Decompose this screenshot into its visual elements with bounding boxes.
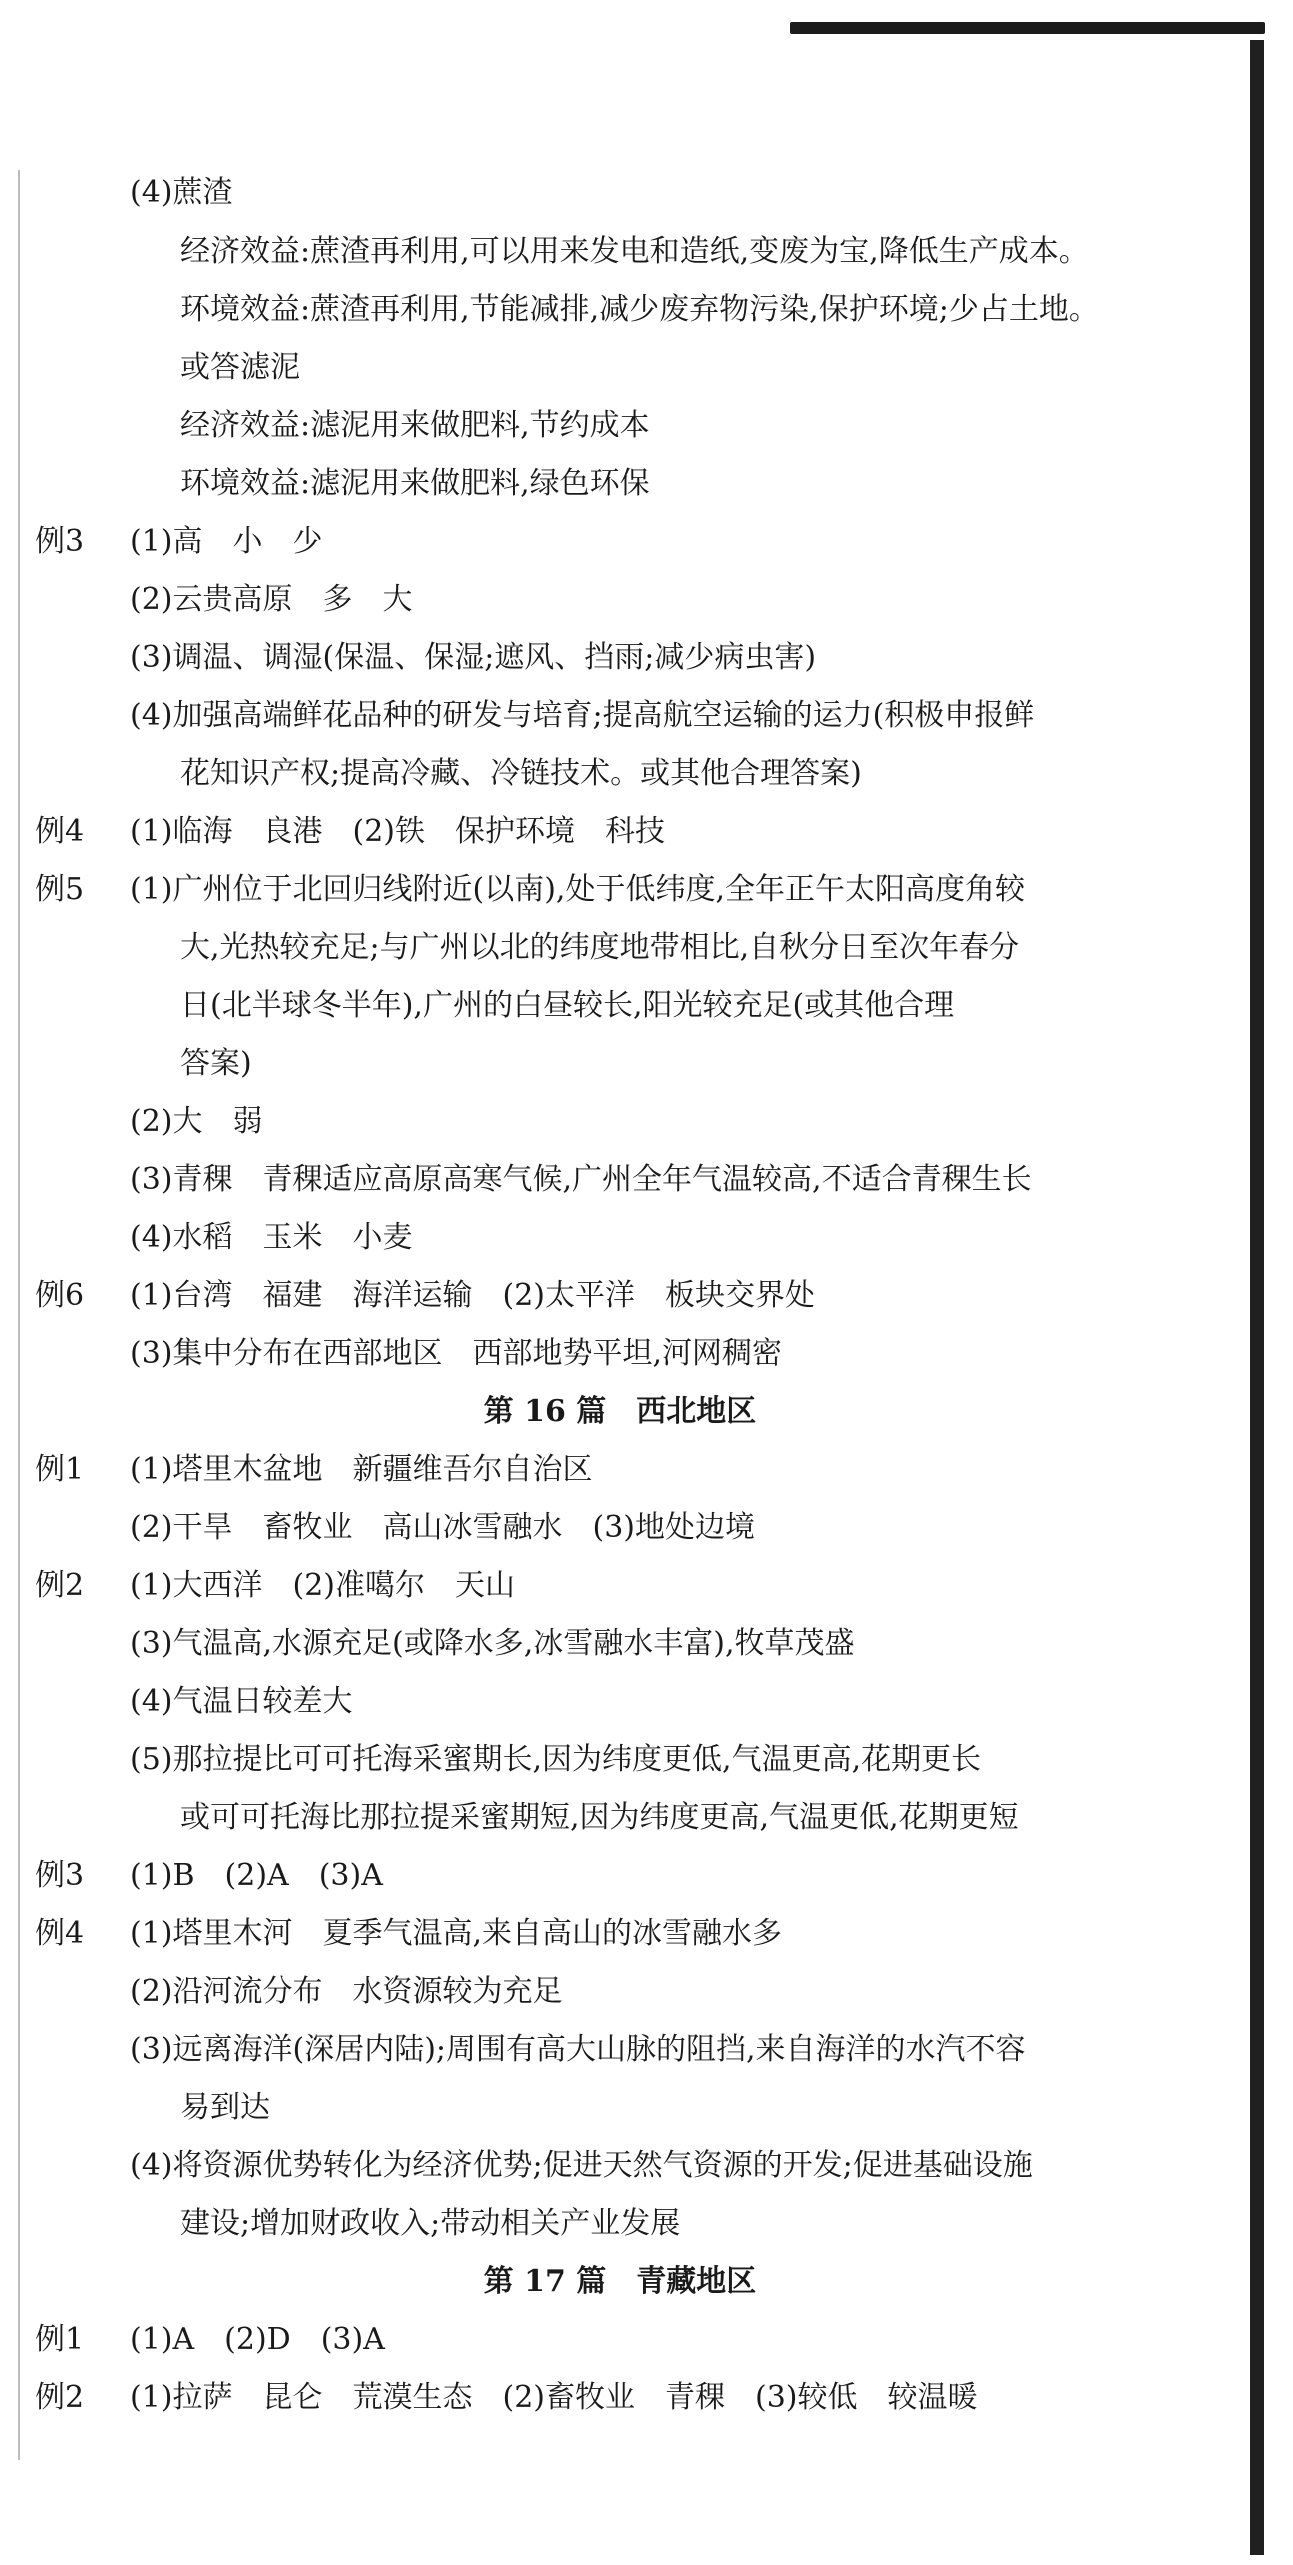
answer-line [180, 348, 300, 388]
answer-text: (1)A (2)D (3)A [130, 2322, 385, 2357]
answer-line [180, 1798, 1019, 1838]
answer-text: 易到达 [180, 2090, 270, 2125]
answer-line [130, 2030, 1026, 2070]
answer-text: (1)拉萨 昆仑 荒漠生态 (2)畜牧业 青稞 (3)较低 较温暖 [130, 2380, 978, 2415]
answer-text: 经济效益:蔗渣再利用,可以用来发电和造纸,变废为宝,降低生产成本。 [180, 234, 1089, 269]
answer-line [130, 638, 816, 678]
example-label: 例2 [35, 2380, 85, 2415]
answer-line [180, 406, 650, 446]
answer-line [130, 1334, 782, 1374]
section-title: 第 16 篇 西北地区 [483, 1394, 757, 1429]
answer-line [130, 1972, 563, 2012]
example-line [35, 2320, 385, 2360]
example-line [35, 1914, 782, 1954]
answer-line [180, 754, 862, 794]
answer-text: (5)那拉提比可可托海采蜜期长,因为纬度更低,气温更高,花期更长 [130, 1742, 982, 1777]
answer-text: (2)云贵高原 多 大 [130, 582, 413, 617]
answer-text: (4)气温日较差大 [130, 1684, 353, 1719]
answer-line [130, 580, 413, 620]
answer-text: (1)高 小 少 [130, 524, 323, 559]
answer-text: 或可可托海比那拉提采蜜期短,因为纬度更高,气温更低,花期更短 [180, 1800, 1019, 1835]
answer-text: 答案) [180, 1046, 252, 1081]
example-label: 例3 [35, 1858, 85, 1893]
example-label: 例1 [35, 2322, 85, 2357]
answer-text: (2)沿河流分布 水资源较为充足 [130, 1974, 563, 2009]
answer-text: 环境效益:蔗渣再利用,节能减排,减少废弃物污染,保护环境;少占土地。 [180, 292, 1099, 327]
answer-line [130, 1102, 263, 1142]
answer-text: (3)集中分布在西部地区 西部地势平坦,河网稠密 [130, 1336, 783, 1371]
answer-text: 大,光热较充足;与广州以北的纬度地带相比,自秋分日至次年春分 [180, 930, 1020, 965]
answer-text: 经济效益:滤泥用来做肥料,节约成本 [180, 408, 650, 443]
example-line [35, 1276, 815, 1316]
answer-text: (1)台湾 福建 海洋运输 (2)太平洋 板块交界处 [130, 1278, 815, 1313]
scan-edge-right [1250, 40, 1264, 2555]
example-line [35, 1450, 593, 1490]
example-line [35, 1566, 515, 1606]
answer-line [180, 2204, 680, 2244]
example-line [35, 812, 665, 852]
example-line [35, 2378, 978, 2418]
answer-text: 建设;增加财政收入;带动相关产业发展 [180, 2206, 681, 2241]
answer-text: (3)调温、调湿(保温、保湿;遮风、挡雨;减少病虫害) [130, 640, 817, 675]
answer-text: (4)加强高端鲜花品种的研发与培育;提高航空运输的运力(积极申报鲜 [130, 698, 1035, 733]
answer-text: 花知识产权;提高冷藏、冷链技术。或其他合理答案) [180, 756, 862, 791]
answer-text: (1)塔里木盆地 新疆维吾尔自治区 [130, 1452, 593, 1487]
answer-line [180, 464, 650, 504]
answer-text: (2)大 弱 [130, 1104, 263, 1139]
example-label: 例4 [35, 814, 85, 849]
section-title: 第 17 篇 青藏地区 [483, 2264, 757, 2299]
answer-text: (1)B (2)A (3)A [130, 1858, 383, 1893]
example-label: 例3 [35, 524, 85, 559]
example-label: 例4 [35, 1916, 85, 1951]
answer-line [180, 232, 1089, 272]
answer-line [180, 2088, 270, 2128]
example-label: 例6 [35, 1278, 85, 1313]
answer-line [180, 928, 1019, 968]
answer-line [130, 1508, 755, 1548]
example-line [35, 1856, 383, 1896]
example-line [35, 522, 323, 562]
answer-line [180, 986, 954, 1026]
answer-line [130, 1624, 855, 1664]
answer-text: (3)青稞 青稞适应高原高寒气候,广州全年气温较高,不适合青稞生长 [130, 1162, 1032, 1197]
answer-text: (1)临海 良港 (2)铁 保护环境 科技 [130, 814, 665, 849]
answer-text: (1)塔里木河 夏季气温高,来自高山的冰雪融水多 [130, 1916, 783, 1951]
answer-line [130, 2146, 1033, 2186]
example-label: 例1 [35, 1452, 85, 1487]
answer-line [130, 696, 1034, 736]
answer-text: (1)广州位于北回归线附近(以南),处于低纬度,全年正午太阳高度角较 [130, 872, 1025, 907]
answer-text: (1)大西洋 (2)准噶尔 天山 [130, 1568, 515, 1603]
answer-line [180, 1044, 252, 1084]
answer-text: 或答滤泥 [180, 350, 300, 385]
answer-text: (4)蔗渣 [130, 175, 233, 210]
answer-text: (3)气温高,水源充足(或降水多,冰雪融水丰富),牧草茂盛 [130, 1626, 855, 1661]
example-line [35, 870, 1025, 910]
answer-text: (4)水稻 玉米 小麦 [130, 1220, 413, 1255]
answer-text: 环境效益:滤泥用来做肥料,绿色环保 [180, 466, 650, 501]
answer-text: (3)远离海洋(深居内陆);周围有高大山脉的阻挡,来自海洋的水汽不容 [130, 2032, 1026, 2067]
answer-line [130, 1218, 413, 1258]
answer-line [130, 1740, 981, 1780]
answer-line [130, 1682, 353, 1722]
answer-line [130, 1160, 1032, 1200]
answer-text: (2)干旱 畜牧业 高山冰雪融水 (3)地处边境 [130, 1510, 755, 1545]
answer-line [130, 173, 233, 213]
answer-text: (4)将资源优势转化为经济优势;促进天然气资源的开发;促进基础设施 [130, 2148, 1033, 2183]
example-label: 例2 [35, 1568, 85, 1603]
answer-line [180, 290, 1099, 330]
answer-text: 日(北半球冬半年),广州的白昼较长,阳光较充足(或其他合理 [180, 988, 955, 1023]
example-label: 例5 [35, 872, 85, 907]
